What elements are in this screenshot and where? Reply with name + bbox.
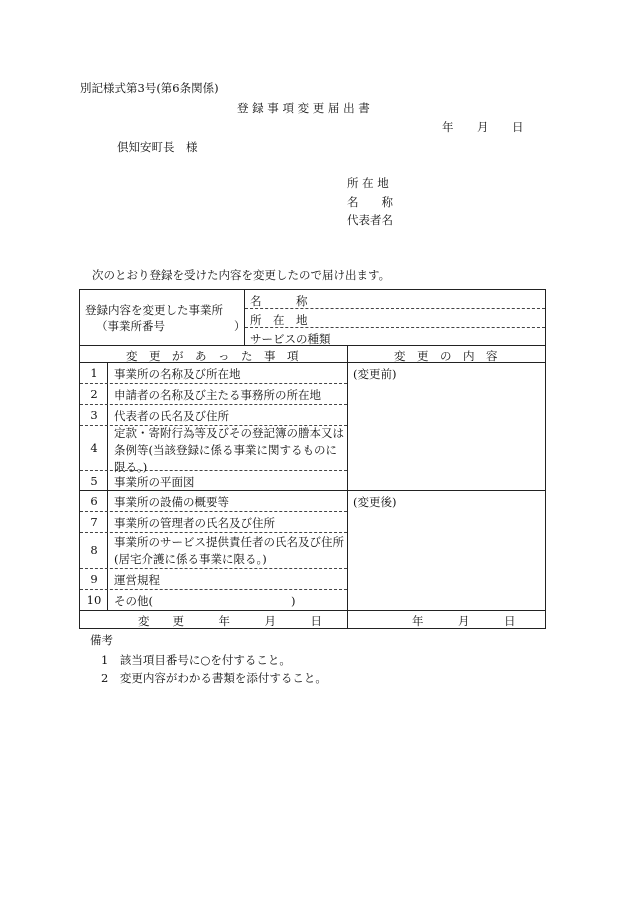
header-change-content: 変 更 の 内 容 [394, 349, 498, 363]
office-number-label: （事業所番号 ） [96, 319, 246, 333]
item-number: 9 [90, 572, 98, 586]
item-number: 6 [90, 494, 98, 508]
item-text: 代表者の氏名及び住所 [114, 409, 229, 423]
content-column-divider [347, 346, 348, 628]
row-divider [80, 532, 347, 533]
item-number: 2 [90, 387, 98, 401]
office-name-field[interactable]: 名 称 [250, 294, 308, 308]
item-number: 5 [90, 474, 98, 488]
item-number: 7 [90, 515, 98, 529]
change-date-label: 変 更 年 月 日 [138, 614, 322, 628]
item-text: その他( ) [114, 594, 296, 608]
item-number: 4 [90, 441, 98, 455]
item-text: 申請者の名称及び主たる事務所の所在地 [114, 388, 321, 402]
date-year-label: 年 [442, 120, 454, 134]
row-divider [80, 589, 347, 590]
content-date-label: 年 月 日 [412, 614, 516, 628]
item-text: 事業所の名称及び所在地 [114, 367, 241, 381]
addressee: 倶知安町長 様 [117, 140, 198, 154]
item-text: 事業所の平面図 [114, 475, 195, 489]
item-number: 1 [90, 366, 98, 380]
item-text: 運営規程 [114, 573, 160, 587]
item-number: 10 [86, 593, 102, 607]
office-address-field[interactable]: 所 在 地 [250, 313, 308, 327]
row-divider [80, 383, 347, 384]
table-rule [80, 362, 545, 363]
date-day-label: 日 [512, 120, 524, 134]
item-number: 8 [90, 543, 98, 557]
applicant-name-label: 名 称 [347, 195, 393, 209]
office-divider [244, 290, 245, 346]
form-reference: 別記様式第3号(第6条関係) [80, 81, 219, 95]
header-changed-items: 変 更 が あ っ た 事 項 [126, 349, 299, 363]
after-change-label: (変更後) [353, 495, 397, 509]
before-change-label: (変更前) [353, 367, 397, 381]
item-text: 事業所の管理者の氏名及び住所 [114, 516, 275, 530]
item-text: 定款・寄附行為等及びその登記簿の謄本又は条例等(当該登録に係る事業に関するものに限る。) [114, 426, 344, 474]
applicant-address-label: 所 在 地 [347, 176, 389, 190]
applicant-representative-label: 代表者名 [347, 213, 393, 227]
row-divider [80, 511, 347, 512]
document-title: 登 録 事 項 変 更 届 出 書 [237, 101, 370, 115]
row-divider [80, 568, 347, 569]
before-after-divider [80, 490, 545, 491]
item-text: 事業所のサービス提供責任者の氏名及び住所(居宅介護に係る事業に限る。) [114, 535, 344, 566]
item-number: 3 [90, 408, 98, 422]
office-label: 登録内容を変更した事業所 [85, 303, 223, 317]
row-divider [80, 404, 347, 405]
item-text: 事業所の設備の概要等 [114, 495, 229, 509]
table-rule [80, 345, 545, 346]
intro-text: 次のとおり登録を受けた内容を変更したので届け出ます。 [92, 268, 391, 282]
remarks-note: 1 該当項目番号に○を付すること。 [101, 653, 291, 667]
office-service-type-field[interactable]: サービスの種類 [250, 332, 331, 346]
remarks-title: 備考 [90, 633, 113, 647]
date-month-label: 月 [477, 120, 489, 134]
remarks-note: 2 変更内容がわかる書類を添付すること。 [101, 671, 327, 685]
table-rule [80, 610, 545, 611]
